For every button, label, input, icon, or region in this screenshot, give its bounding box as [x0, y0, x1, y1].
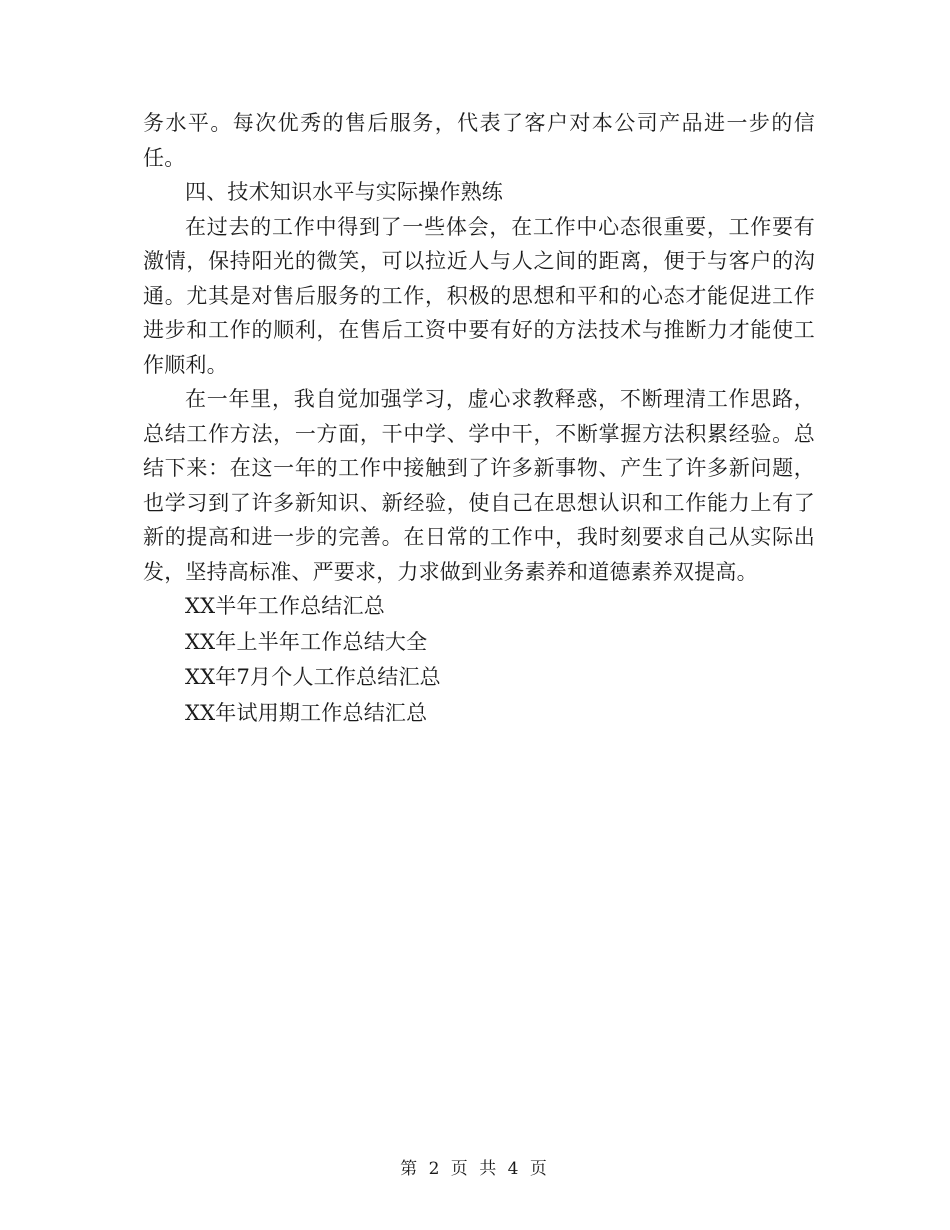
related-link-1[interactable]: XX半年工作总结汇总 [185, 594, 385, 618]
continuation-paragraph: 务水平。每次优秀的售后服务，代表了客户对本公司产品进一步的信任。 [143, 111, 815, 170]
related-links-list [143, 589, 815, 731]
body-paragraph-1: 在过去的工作中得到了一些体会，在工作中心态很重要，工作要有激情，保持阳光的微笑，可以拉近人与人之间的距离，便于与客户的沟通。尤其是对售后服务的工作，积极的思想和平和的心态才能促进工作进步和工作的顺利，在售后工资中要有好的方法技术与推断力才能使工作顺利。 [143, 214, 815, 377]
related-link-3[interactable]: XX年7月个人工作总结汇总 [185, 665, 441, 689]
document-body [143, 106, 815, 731]
page-number-footer: 第 2 页 共 4 页 [400, 1159, 550, 1179]
related-link-2[interactable]: XX年上半年工作总结大全 [185, 629, 428, 654]
section-heading: 四、技术知识水平与实际操作熟练 [185, 180, 503, 204]
body-paragraph-2: 在一年里，我自觉加强学习，虚心求教释惑，不断理清工作思路，总结工作方法，一方面，干中学、学中干，不断掌握方法积累经验。总结下来：在这一年的工作中接触到了许多新事物、产生了许多新问题，也学习到了许多新知识、新经验，使自己在思想认识和工作能力上有了新的提高和进一步的完善。在日常的工作中，我时刻要求自己从实际出发，坚持高标准、严要求，力求做到业务素养和道德素养双提高。 [143, 387, 815, 584]
related-link-4[interactable]: XX年试用期工作总结汇总 [185, 700, 428, 725]
